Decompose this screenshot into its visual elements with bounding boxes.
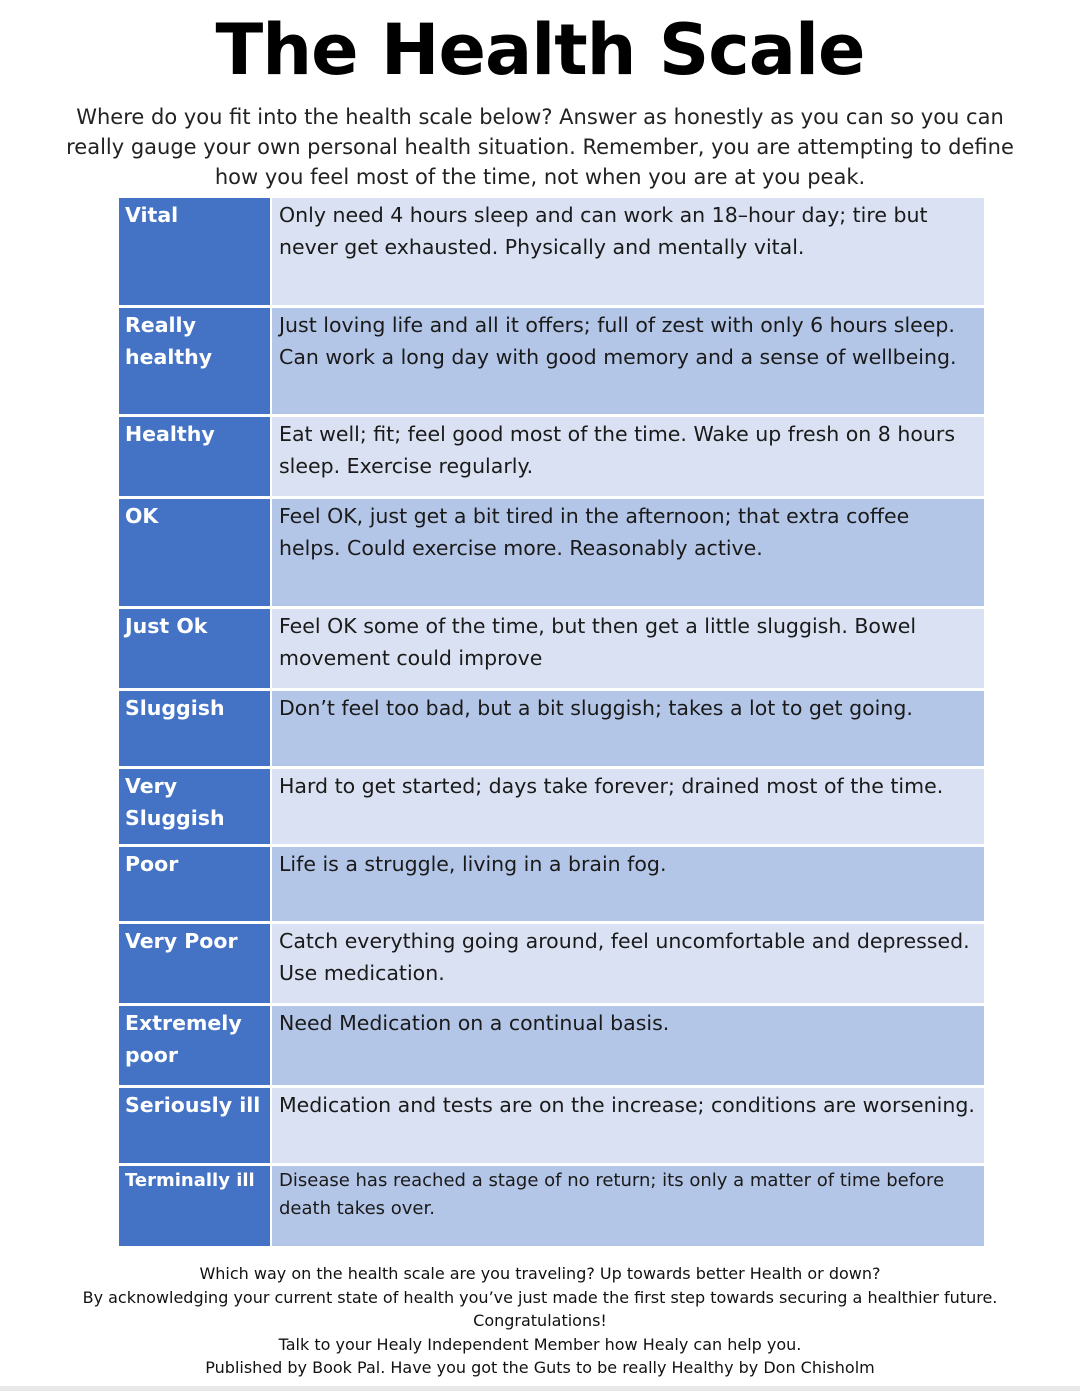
table-row [119,691,984,769]
row-label: Just Ok [119,609,272,688]
footer-congratulations: Congratulations! [473,1311,607,1330]
row-label: Seriously ill [119,1088,272,1163]
row-description: Just loving life and all it offers; full of zest with only 6 hours sleep. Can work a long day with good memory and a sense of wellbeing. [272,308,984,414]
table-row [119,417,984,499]
row-description: Only need 4 hours sleep and can work an 18–hour day; tire but never get exhausted. Physically and mentally vital. [272,198,984,305]
row-description: Disease has reached a stage of no return; its only a matter of time before death takes over. [272,1166,984,1246]
footer-text [40,1262,1040,1380]
row-description: Medication and tests are on the increase; conditions are worsening. [272,1088,984,1163]
page-title: The Health Scale [215,9,865,91]
row-description: Life is a struggle, living in a brain fog. [272,847,984,921]
bottom-divider [0,1386,1080,1391]
intro-paragraph: Where do you fit into the health scale below? Answer as honestly as you can so you can really gauge your own personal health situation. Remember, you are attempting to define how you feel most of the time, not when you are at you peak. [66,105,1014,189]
footer-acknowledgement: By acknowledging your current state of health you’ve just made the first step towards securing a healthier future. [82,1287,998,1307]
footer-publisher: Published by Book Pal. Have you got the Guts to be really Healthy by Don Chisholm [205,1358,875,1377]
row-label: Healthy [119,417,272,496]
table-row [119,198,984,308]
table-row [119,499,984,609]
table-row [119,769,984,847]
table-row [119,1166,984,1246]
row-description: Need Medication on a continual basis. [272,1006,984,1085]
row-label: Extremely poor [119,1006,272,1085]
row-label: Terminally ill [119,1166,272,1246]
health-scale-table [119,198,984,1246]
table-row [119,609,984,691]
row-description: Feel OK, just get a bit tired in the afternoon; that extra coffee helps. Could exercise more. Reasonably active. [272,499,984,606]
row-label: Poor [119,847,272,921]
table-row [119,847,984,924]
table-row [119,1006,984,1088]
row-label: Really healthy [119,308,272,414]
row-description: Don’t feel too bad, but a bit sluggish; takes a lot to get going. [272,691,984,766]
row-label: Very Sluggish [119,769,272,844]
row-label: Vital [119,198,272,305]
table-row [119,1088,984,1166]
row-description: Eat well; fit; feel good most of the time. Wake up fresh on 8 hours sleep. Exercise regularly. [272,417,984,496]
row-description: Feel OK some of the time, but then get a little sluggish. Bowel movement could improve [272,609,984,688]
table-row [119,924,984,1006]
row-description: Catch everything going around, feel uncomfortable and depressed. Use medication. [272,924,984,1003]
footer-question: Which way on the health scale are you traveling? Up towards better Health or down? [199,1264,881,1283]
footer-healy-note: Talk to your Healy Independent Member how Healy can help you. [278,1334,802,1354]
table-row [119,308,984,417]
row-label: Sluggish [119,691,272,766]
row-label: Very Poor [119,924,272,1003]
row-label: OK [119,499,272,606]
row-description: Hard to get started; days take forever; drained most of the time. [272,769,984,844]
